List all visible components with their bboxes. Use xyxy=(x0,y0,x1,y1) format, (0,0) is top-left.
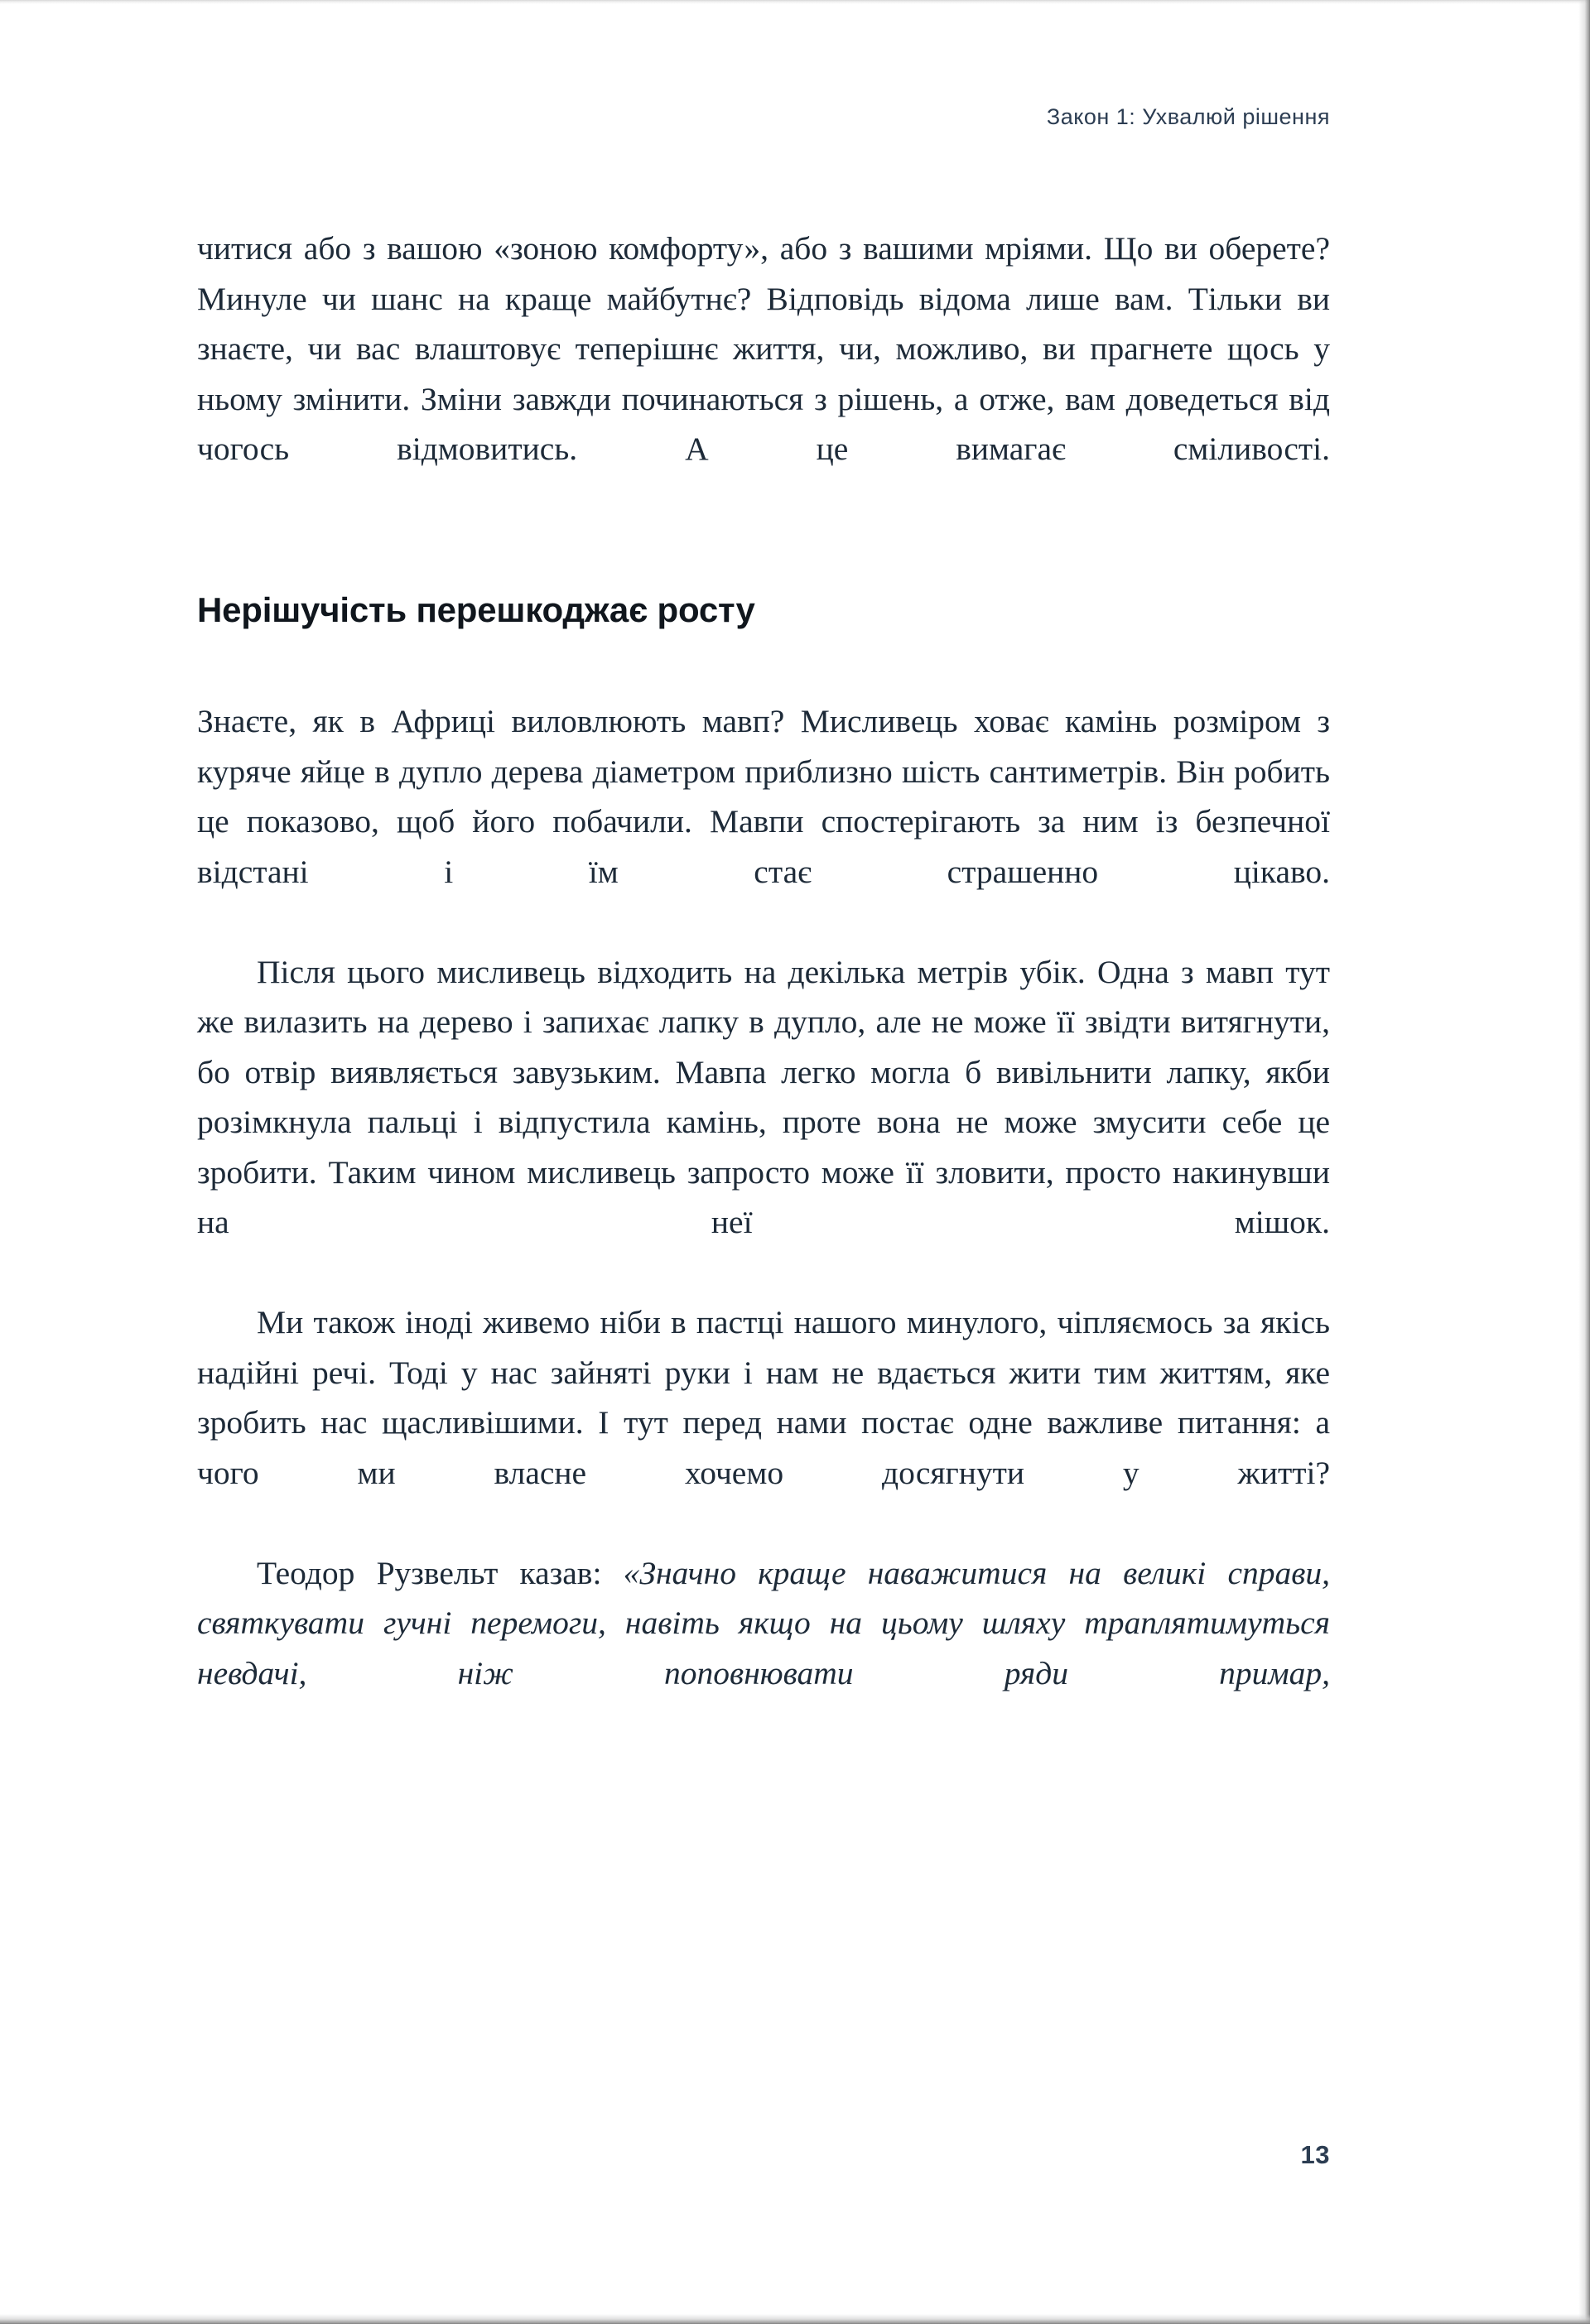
page-edge-shadow-right xyxy=(1578,0,1590,2324)
section-heading: Нерішучість перешкоджає росту xyxy=(197,590,755,629)
paragraph-monkey-intro: Знаєте, як в Африці виловлюють мавп? Мисливець ховає камінь розміром з куряче яйце в дупло дерева діаметром приблизно шість сантиметрів. Він робить це показово, щоб його побачили. Мавпи спостерігають за ним із безпечної відстані і їм стає страшенно цікаво. xyxy=(197,703,1330,890)
page-number: 13 xyxy=(1300,2140,1330,2169)
paragraph-roosevelt-quote xyxy=(197,1548,1330,1749)
paragraph-monkey-trap: Після цього мисливець відходить на декілька метрів убік. Одна з мавп тут же вилазить на дерево і запихає лапку в дупло, але не може її звідти витягнути, бо отвір виявляється завузьким. Мавпа легко могла б вивільнити лапку, якби розімкнула пальці і відпустила камінь, проте вона не може змусити себе це зробити. Таким чином мисливець запросто може її зловити, просто накинувши на неї мішок. xyxy=(197,953,1330,1240)
body-text-block xyxy=(197,224,1330,1749)
quote-text-italic: «Значно краще наважитися на великі справи, святкувати гучні перемоги, навіть якщо на цьому шляху траплятимуться невдачі, ніж поповнювати ряди примар, xyxy=(197,1554,1330,1691)
heading-spacer-below xyxy=(197,632,1330,696)
paragraph-continuation: читися або з вашою «зоною комфорту», або з вашими мріями. Що ви оберете? Минуле чи шанс на краще майбутнє? Відповідь відома лише вам. Тільки ви знаєте, чи вас влаштовує теперішнє життя, чи, можливо, ви прагнете щось у ньому змінити. Зміни завжди починаються з рішень, а отже, вам доведеться від чогось відмовитись. А це вимагає сміливості. xyxy=(197,230,1330,467)
paragraph-we-are-trapped: Ми також іноді живемо ніби в пастці нашого минулого, чіпляємось за якісь надійні речі. Тоді у нас зайняті руки і нам не вдається жити тим життям, яке зробить нас щасливішими. І тут перед нами постає одне важливе питання: а чого ми власне хочемо досягнути у житті? xyxy=(197,1304,1330,1491)
heading-spacer-above xyxy=(197,524,1330,589)
page-content-area xyxy=(197,0,1330,2324)
quote-attribution-lead: Теодор Рузвельт казав: xyxy=(257,1554,624,1591)
running-head: Закон 1: Ухвалюй рішення xyxy=(1046,104,1330,129)
